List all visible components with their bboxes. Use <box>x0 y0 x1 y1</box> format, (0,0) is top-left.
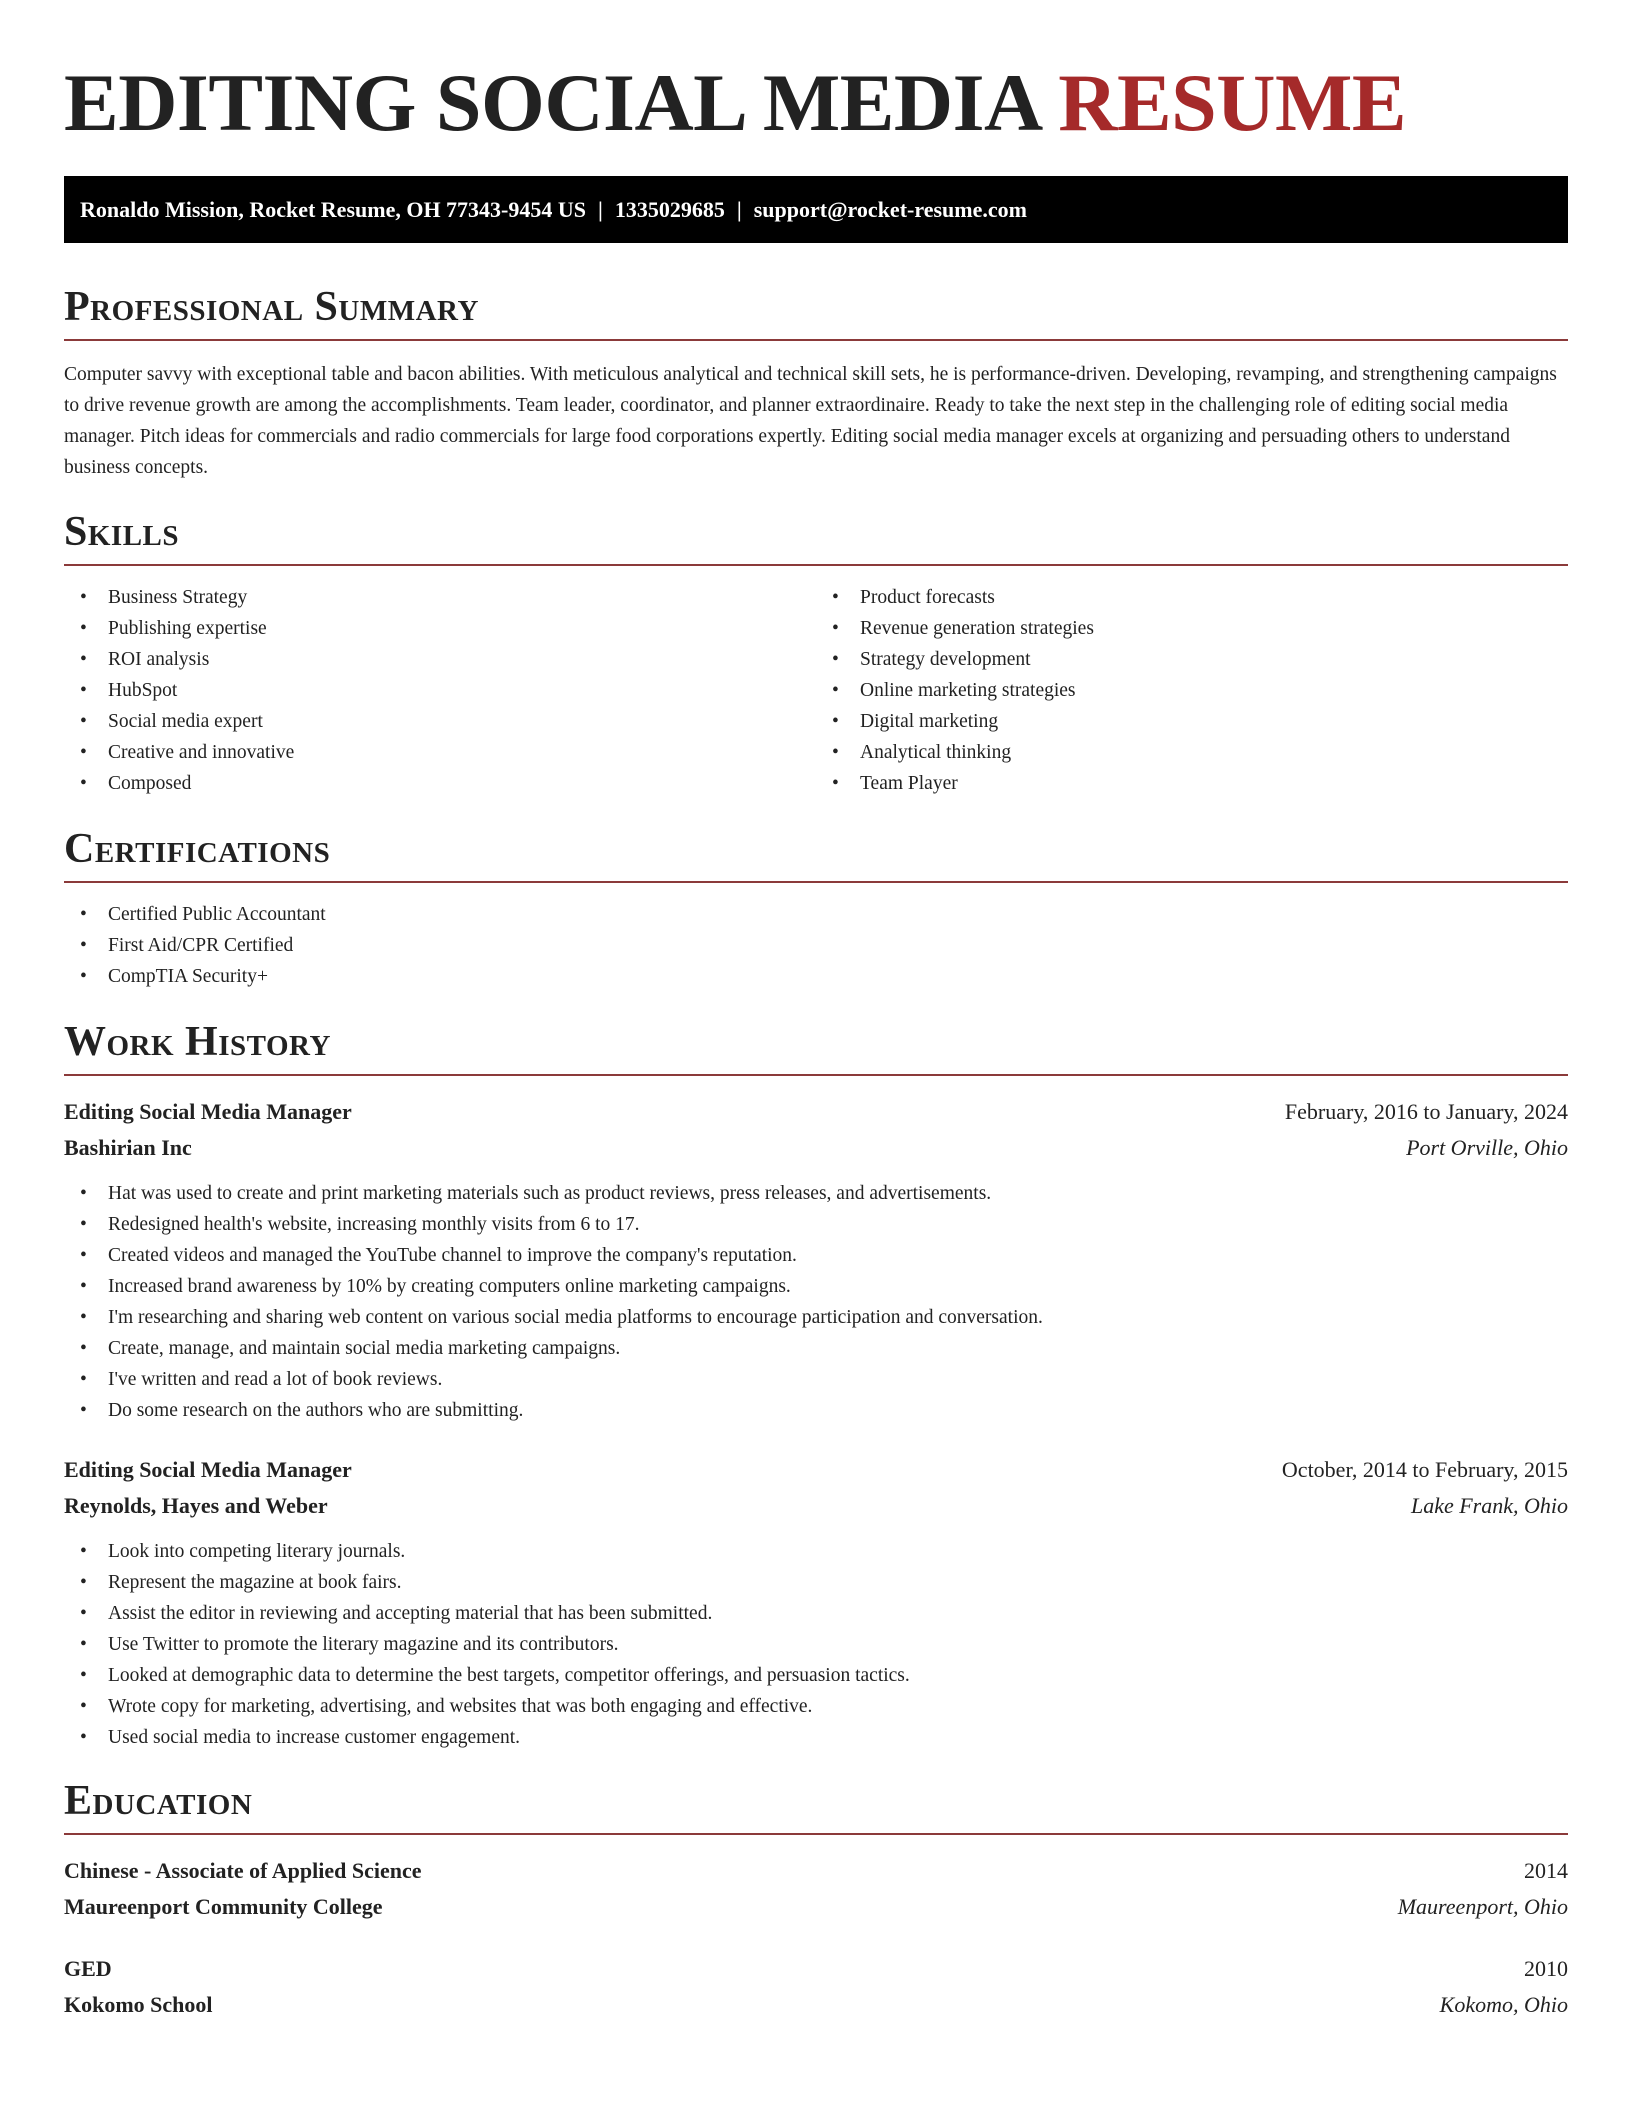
education-section <box>64 1778 1568 2023</box>
job-bullet: • Represent the magazine at book fairs. <box>64 1567 1568 1598</box>
skill-item: • Creative and innovative <box>64 737 816 768</box>
job-title-row <box>64 1094 1568 1130</box>
job-bullet: • Looked at demographic data to determine the best targets, competitor offerings, and persuasion tactics. <box>64 1660 1568 1691</box>
job-bullet: • Do some research on the authors who are submitting. <box>64 1395 1568 1426</box>
education-degree: GED <box>64 1956 112 1981</box>
job-company-row <box>64 1488 1568 1524</box>
resume-title <box>64 0 1568 174</box>
education-location: Kokomo, Ohio <box>1439 1992 1568 2017</box>
title-accent: RESUME <box>1058 57 1407 148</box>
contact-address: Ronaldo Mission, Rocket Resume, OH 77343-9454 US <box>80 196 587 222</box>
skills-list-left <box>64 582 816 799</box>
education-school-row <box>64 1889 1568 1925</box>
contact-bar <box>64 176 1568 243</box>
job-bullet: • Use Twitter to promote the literary magazine and its contributors. <box>64 1629 1568 1660</box>
contact-email[interactable]: support@rocket-resume.com <box>753 196 1027 222</box>
job-entry <box>64 1452 1568 1753</box>
skill-item: • Team Player <box>816 768 1568 799</box>
skill-item: • HubSpot <box>64 675 816 706</box>
job-bullet: • Assist the editor in reviewing and accepting material that has been submitted. <box>64 1598 1568 1629</box>
job-bullet: • Wrote copy for marketing, advertising, and websites that was both engaging and effective. <box>64 1691 1568 1722</box>
skill-item: • Online marketing strategies <box>816 675 1568 706</box>
contact-separator: | <box>736 196 742 222</box>
title-main: EDITING SOCIAL MEDIA <box>64 57 1039 148</box>
job-bullet: • Create, manage, and maintain social media marketing campaigns. <box>64 1333 1568 1364</box>
education-entry <box>64 1951 1568 2023</box>
education-location: Maureenport, Ohio <box>1397 1894 1568 1919</box>
job-bullet: • Used social media to increase customer engagement. <box>64 1722 1568 1753</box>
job-title: Editing Social Media Manager <box>64 1457 352 1482</box>
summary-heading: Professional Summary <box>64 287 1568 341</box>
contact-separator: | <box>598 196 603 222</box>
skill-item: • Publishing expertise <box>64 613 816 644</box>
skill-item: • Business Strategy <box>64 582 816 613</box>
education-entry <box>64 1853 1568 1925</box>
skills-columns <box>64 582 1568 799</box>
skills-heading: Skills <box>64 512 1568 566</box>
job-company-row <box>64 1130 1568 1166</box>
skill-item: • Analytical thinking <box>816 737 1568 768</box>
certifications-heading: Certifications <box>64 829 1568 883</box>
job-bullet: • Redesigned health's website, increasing monthly visits from 6 to 17. <box>64 1209 1568 1240</box>
job-company: Reynolds, Hayes and Weber <box>64 1493 328 1518</box>
job-title-row <box>64 1452 1568 1488</box>
skill-item: • Composed <box>64 768 816 799</box>
work-history-heading: Work History <box>64 1022 1568 1076</box>
skill-item: • Digital marketing <box>816 706 1568 737</box>
summary-section <box>64 284 1568 483</box>
certifications-list <box>64 899 1568 992</box>
education-degree: Chinese - Associate of Applied Science <box>64 1858 422 1883</box>
skill-item: • Revenue generation strategies <box>816 613 1568 644</box>
job-title: Editing Social Media Manager <box>64 1099 352 1124</box>
job-bullet: • Hat was used to create and print marketing materials such as product reviews, press releases, and advertisements. <box>64 1178 1568 1209</box>
skill-item: • Social media expert <box>64 706 816 737</box>
job-bullet: • Created videos and managed the YouTube channel to improve the company's reputation. <box>64 1240 1568 1271</box>
education-heading: Education <box>64 1781 1568 1835</box>
job-location: Lake Frank, Ohio <box>1410 1493 1568 1518</box>
job-location: Port Orville, Ohio <box>1406 1135 1568 1160</box>
contact-phone[interactable]: 1335029685 <box>614 196 725 222</box>
education-year: 2014 <box>1524 1858 1568 1883</box>
job-bullets <box>64 1536 1568 1753</box>
certifications-section <box>64 826 1568 992</box>
job-dates: February, 2016 to January, 2024 <box>1284 1099 1568 1124</box>
certification-item: • First Aid/CPR Certified <box>64 930 1568 961</box>
skill-item: • Product forecasts <box>816 582 1568 613</box>
job-entry <box>64 1094 1568 1426</box>
skill-item: • ROI analysis <box>64 644 816 675</box>
job-bullets <box>64 1178 1568 1426</box>
work-history-section <box>64 1019 1568 1753</box>
skill-item: • Strategy development <box>816 644 1568 675</box>
job-company: Bashirian Inc <box>64 1135 192 1160</box>
skills-section <box>64 509 1568 799</box>
education-school: Maureenport Community College <box>64 1894 383 1919</box>
summary-text: Computer savvy with exceptional table and bacon abilities. With meticulous analytical and technical skill sets, he is performance-driven. Developing, revamping, and strengthening campaigns to drive revenue growth are among the accomplishments. Team leader, coordinator, and planner extraordinaire. Ready to take the next step in the challenging role of editing social media manager. Pitch ideas for commercials and radio commercials for large food corporations expertly. Editing social media manager excels at organizing and persuading others to understand business concepts. <box>64 364 1557 478</box>
job-bullet: • I'm researching and sharing web content on various social media platforms to encourage participation and conversation. <box>64 1302 1568 1333</box>
education-school: Kokomo School <box>64 1992 213 2017</box>
certification-item: • CompTIA Security+ <box>64 961 1568 992</box>
skills-list-right <box>816 582 1568 799</box>
education-degree-row <box>64 1853 1568 1889</box>
job-dates: October, 2014 to February, 2015 <box>1281 1457 1568 1482</box>
job-bullet: • Look into competing literary journals. <box>64 1536 1568 1567</box>
education-school-row <box>64 1987 1568 2023</box>
education-year: 2010 <box>1524 1956 1568 1981</box>
certification-item: • Certified Public Accountant <box>64 899 1568 930</box>
job-bullet: • Increased brand awareness by 10% by creating computers online marketing campaigns. <box>64 1271 1568 1302</box>
job-bullet: • I've written and read a lot of book reviews. <box>64 1364 1568 1395</box>
education-degree-row <box>64 1951 1568 1987</box>
